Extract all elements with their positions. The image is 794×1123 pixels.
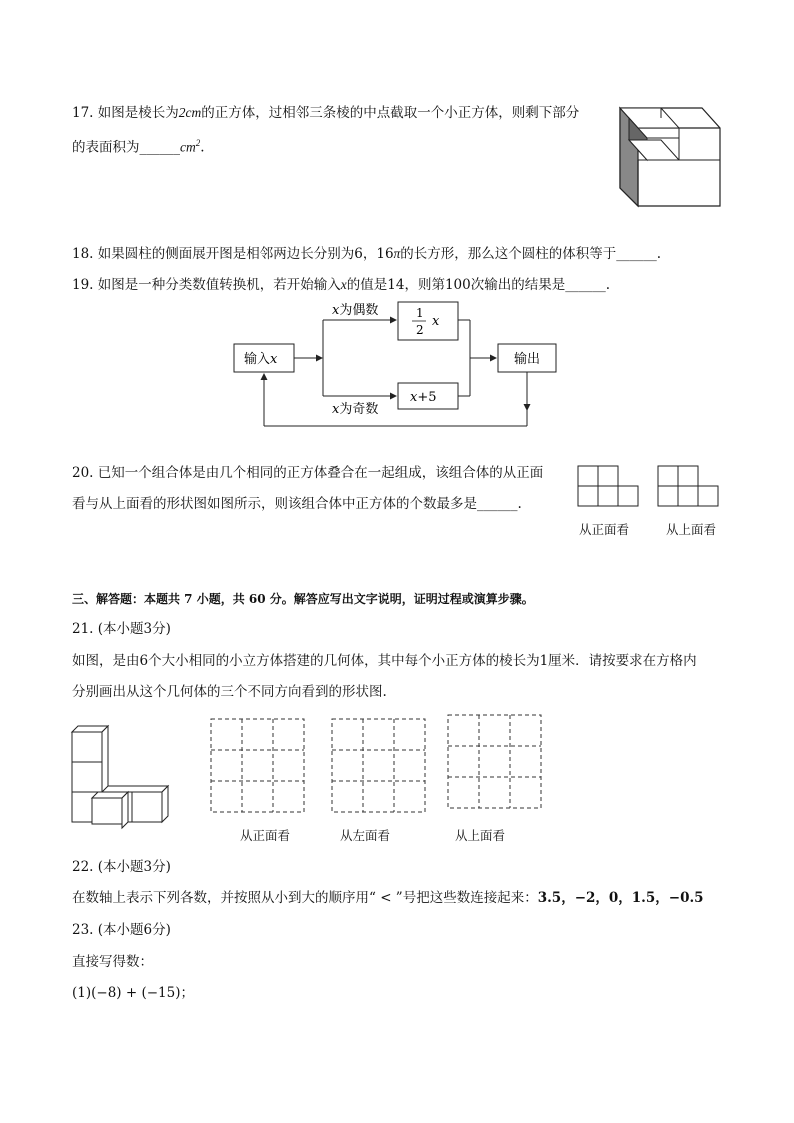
q17-edge-unit: cm [185,105,202,120]
q17-area-exp: 2 [195,138,201,148]
even-var: x [332,303,340,318]
q17-edge: 2 [178,105,186,120]
q21-grid-front[interactable] [210,718,306,814]
q21-solid-figure [70,724,170,824]
q19-text-mid: 的值是14，则第100次输出的结果是 [346,277,566,293]
half-box [398,302,458,340]
q18-pi: π [393,246,401,261]
svg-text:输入x [244,351,278,367]
q18-answer-blank[interactable]: ______ [616,246,657,262]
input-var: x [270,352,278,367]
output-label: 输出 [514,352,541,367]
q18-end: . [656,246,662,262]
q19-flowchart [228,298,568,433]
section3-heading: 三、解答题：本题共 7 小题，共 60 分。解答应写出文字说明，证明过程或演算步骤。 [72,592,534,606]
q22-line [72,889,704,907]
q23-instruction: 直接写得数： [72,954,153,970]
q17-area-unit: cm [180,139,196,155]
q17-line1 [72,104,579,122]
half-den: 2 [416,323,424,337]
even-label: 为偶数 [339,303,379,318]
q21-header: 21. (本小题3分) [72,621,171,637]
q20-line2-text: 看与从上面看的形状图如图所示，则该组合体中正方体的个数最多是 [72,496,477,512]
q19-var: x [340,277,347,292]
input-label: 输入 [244,352,271,367]
q23-header: 23. (本小题6分) [72,922,171,938]
q20-top-view [658,466,720,510]
q21-front-caption: 从正面看 [240,828,291,843]
q17-text-after: 的正方体，过相邻三条棱的中点截取一个小正方体，则剩下部分 [201,105,580,121]
q20-answer-blank[interactable]: ______ [477,496,518,512]
q19-end: . [605,277,611,293]
q20-top-caption: 从上面看 [666,522,717,537]
q17-text-before: 17. 如图是棱长为 [72,105,179,121]
odd-label: 为奇数 [339,402,379,417]
half-num: 1 [416,306,424,320]
q17-end: . [200,139,205,156]
q21-grid-top[interactable] [447,714,543,810]
q22-text: 在数轴上表示下列各数，并按照从小到大的顺序用“ < ”号把这些数连接起来： [72,890,538,906]
q17-line2-before: 的表面积为 [72,139,140,156]
q21-line1: 如图，是由6个大小相同的小立方体搭建的几何体，其中每个小正方体的棱长为1厘米．请按要求在方格内 [72,653,697,669]
q20-line2 [72,495,522,513]
q18-text: 18. 如果圆柱的侧面展开图是相邻两边长分别为6，16 [72,246,394,262]
q18-line [72,245,661,263]
q19-text: 19. 如图是一种分类数值转换机，若开始输入 [72,277,341,293]
q19-line [72,276,610,294]
q18-text-after: 的长方形，那么这个圆柱的体积等于 [400,246,617,262]
q19-answer-blank[interactable]: ______ [565,277,606,293]
svg-text:x为奇数 [332,401,378,417]
plus-var: x [410,390,418,405]
q20-end: . [517,496,522,512]
odd-var: x [332,402,340,417]
plus-text: +5 [417,390,437,405]
q22-header: 22. (本小题3分) [72,859,171,875]
q20-front-view [578,466,640,510]
svg-text:x+5 [410,390,437,405]
half-var: x [432,314,440,329]
q23-item1: (1)(−8) + (−15)； [72,985,194,1001]
q17-cube-figure [616,104,726,214]
q22-numbers: 3.5，−2，0，1.5，−0.5 [537,890,704,906]
svg-text:x为偶数 [332,302,378,318]
q21-grid-left[interactable] [331,718,427,814]
q17-line2 [72,134,205,157]
q17-answer-blank[interactable]: ______ [139,139,180,156]
q21-line2: 分别画出从这个几何体的三个不同方向看到的形状图. [72,684,387,700]
q20-front-caption: 从正面看 [579,522,630,537]
q21-left-caption: 从左面看 [340,828,391,843]
q21-top-caption: 从上面看 [455,828,506,843]
q20-line1: 20. 已知一个组合体是由几个相同的正方体叠合在一起组成，该组合体的从正面 [72,465,544,481]
